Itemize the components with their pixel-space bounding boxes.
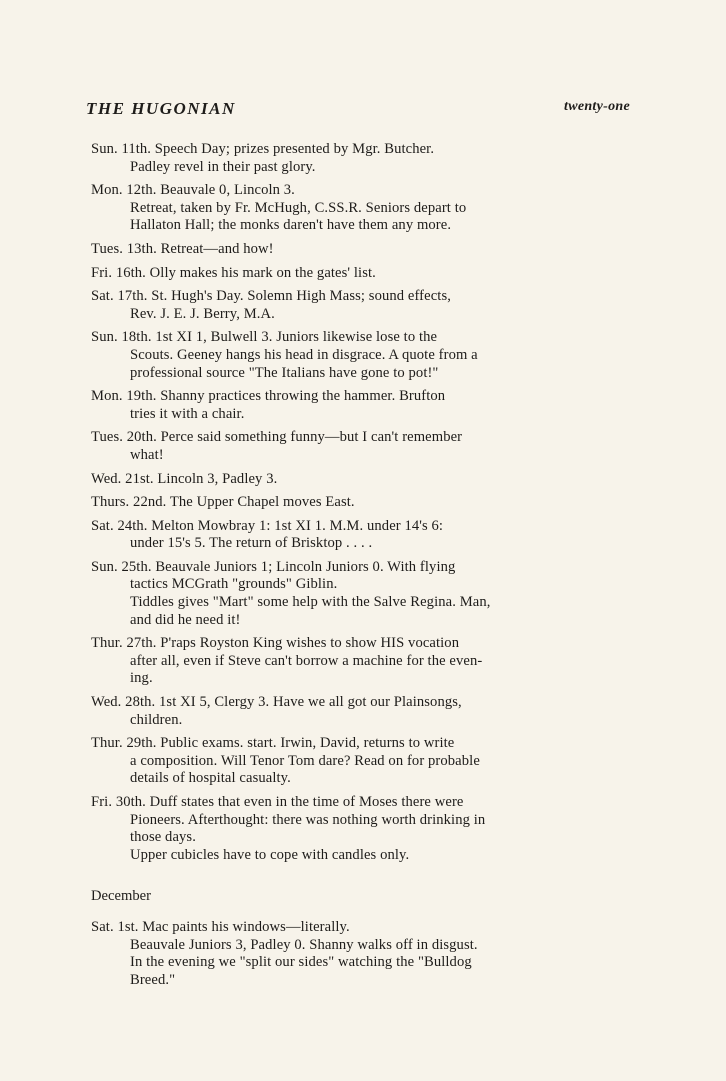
journal-title: THE HUGONIAN <box>86 99 236 118</box>
entry-line: Sun. 18th. 1st XI 1, Bulwell 3. Juniors likewise lose to the <box>91 329 438 346</box>
entry-line: professional source "The Italians have gone to pot!" <box>130 364 439 381</box>
entry-line: ing. <box>130 670 153 687</box>
entry-line: Retreat, taken by Fr. McHugh, C.SS.R. Seniors depart to <box>130 199 467 216</box>
diary-entry <box>91 388 631 423</box>
diary-entry <box>91 241 631 259</box>
entry-line: Fri. 16th. Olly makes his mark on the gates' list. <box>91 264 376 281</box>
entry-line: Sun. 11th. Speech Day; prizes presented by Mgr. Butcher. <box>91 141 435 157</box>
diary-entry <box>91 735 631 788</box>
diary-entries-december <box>91 919 631 995</box>
entry-line: Tues. 13th. Retreat—and how! <box>91 240 274 257</box>
diary-entry <box>91 182 631 235</box>
diary-entry <box>91 471 631 489</box>
entry-line: after all, even if Steve can't borrow a machine for the even- <box>130 652 483 669</box>
running-head <box>86 99 630 119</box>
entry-line: Pioneers. Afterthought: there was nothing worth drinking in <box>130 811 486 828</box>
entry-line: Thur. 29th. Public exams. start. Irwin, David, returns to write <box>91 735 455 752</box>
diary-entries-november <box>91 141 631 870</box>
month-heading: December <box>91 888 151 904</box>
entry-line: those days. <box>130 829 196 846</box>
diary-entry <box>91 288 631 323</box>
diary-entry <box>91 635 631 688</box>
entry-line: In the evening we "split our sides" watching the "Bulldog <box>130 954 472 971</box>
entry-line: tries it with a chair. <box>130 405 245 422</box>
entry-line: details of hospital casualty. <box>130 770 291 787</box>
diary-entry <box>91 694 631 729</box>
diary-entry <box>91 329 631 382</box>
entry-line: what! <box>130 446 164 463</box>
diary-entry <box>91 559 631 629</box>
entry-line: Fri. 30th. Duff states that even in the time of Moses there were <box>91 794 464 810</box>
entry-line: a composition. Will Tenor Tom dare? Read on for probable <box>130 752 480 769</box>
entry-line: tactics MCGrath "grounds" Giblin. <box>130 576 338 593</box>
entry-line: Mon. 12th. Beauvale 0, Lincoln 3. <box>91 182 295 199</box>
entry-line: Mon. 19th. Shanny practices throwing the hammer. Brufton <box>91 388 446 405</box>
page-number: twenty-one <box>564 99 630 114</box>
diary-entry <box>91 919 631 989</box>
diary-entry <box>91 429 631 464</box>
diary-entry <box>91 494 631 512</box>
diary-entry <box>91 518 631 553</box>
entry-line: and did he need it! <box>130 611 241 628</box>
entry-line: Sun. 25th. Beauvale Juniors 1; Lincoln Juniors 0. With flying <box>91 558 456 575</box>
entry-line: Hallaton Hall; the monks daren't have them any more. <box>130 217 452 234</box>
entry-line: Scouts. Geeney hangs his head in disgrace. A quote from a <box>130 346 478 363</box>
entry-line: Upper cubicles have to cope with candles only. <box>130 846 410 863</box>
entry-line: Sat. 24th. Melton Mowbray 1: 1st XI 1. M.M. under 14's 6: <box>91 517 444 534</box>
entry-line: Padley revel in their past glory. <box>130 158 316 175</box>
diary-entry <box>91 141 631 176</box>
entry-line: Rev. J. E. J. Berry, M.A. <box>130 305 275 322</box>
entry-line: Breed." <box>130 971 176 988</box>
diary-entry <box>91 794 631 864</box>
entry-line: Sat. 1st. Mac paints his windows—literally. <box>91 919 350 935</box>
entry-line: Beauvale Juniors 3, Padley 0. Shanny walks off in disgust. <box>130 936 478 953</box>
entry-line: Tues. 20th. Perce said something funny—but I can't remember <box>91 429 463 446</box>
entry-line: Wed. 28th. 1st XI 5, Clergy 3. Have we all got our Plainsongs, <box>91 694 462 711</box>
entry-line: Tiddles gives "Mart" some help with the Salve Regina. Man, <box>130 594 491 611</box>
diary-entry <box>91 265 631 283</box>
entry-line: Thurs. 22nd. The Upper Chapel moves East. <box>91 494 355 511</box>
entry-line: Wed. 21st. Lincoln 3, Padley 3. <box>91 470 278 487</box>
entry-line: Thur. 27th. P'raps Royston King wishes to show HIS vocation <box>91 635 460 652</box>
entry-line: Sat. 17th. St. Hugh's Day. Solemn High Mass; sound effects, <box>91 288 451 305</box>
entry-line: children. <box>130 711 183 728</box>
entry-line: under 15's 5. The return of Brisktop . . . . <box>130 535 373 552</box>
